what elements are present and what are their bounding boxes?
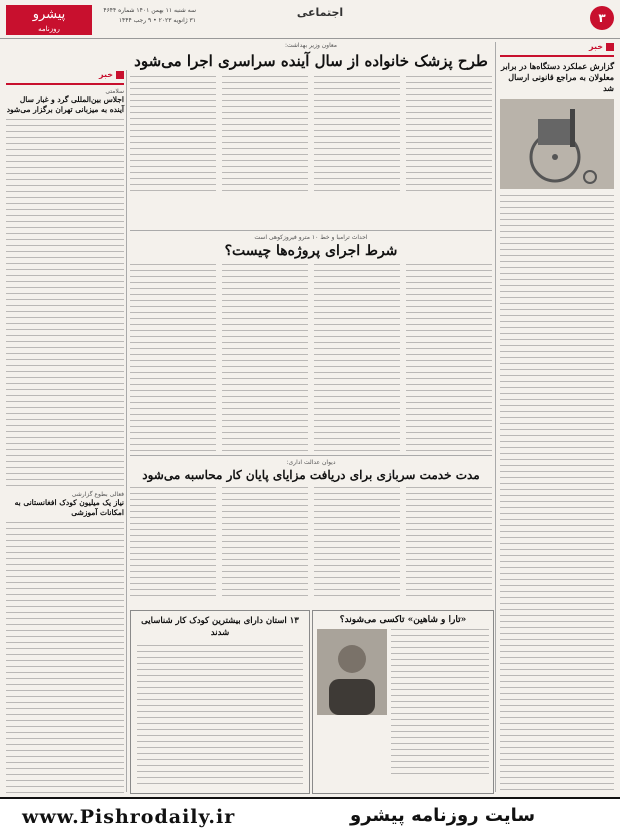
section-arrow-icon xyxy=(606,43,614,51)
logo-subtitle: روزنامه xyxy=(38,25,60,33)
left-column-body xyxy=(6,119,124,487)
children-box-headline: ۱۳ استان دارای بیشترین کودک کار شناسایی شدند xyxy=(141,616,299,638)
taxi-box-headline: «تارا و شاهین» تاکسی می‌شوند؟ xyxy=(339,615,467,625)
right-column xyxy=(500,42,614,795)
military-story xyxy=(130,455,492,599)
footer-site-url[interactable]: www.Pishrodaily.ir xyxy=(22,806,236,828)
section-title: اجتماعی xyxy=(296,6,344,19)
footer-site-label: سایت روزنامه پیشرو xyxy=(350,805,536,826)
page-number: ۳ xyxy=(590,6,614,30)
column-divider xyxy=(126,70,127,792)
newspaper-logo xyxy=(6,5,92,35)
story-divider xyxy=(130,230,492,231)
taxi-box xyxy=(312,610,494,794)
middle-story-kicker: احداث ترامبا و خط ۱۰ مترو فیروزکوهی است xyxy=(254,234,368,241)
issue-date: سه شنبه ۱۱ بهمن ۱۴۰۱ شماره ۴۶۴۴ xyxy=(103,7,196,14)
military-story-col xyxy=(130,487,216,599)
taxi-box-body xyxy=(391,629,489,779)
top-story-col xyxy=(406,76,492,194)
right-column-header: خبر xyxy=(500,42,614,57)
top-story-col xyxy=(130,76,216,194)
wheelchair-icon xyxy=(500,99,614,189)
right-column-body xyxy=(500,195,614,795)
left-column-second-body xyxy=(6,522,124,794)
children-box xyxy=(130,610,310,794)
military-story-headline: مدت خدمت سربازی برای دریافت مزایای پایان کار محاسبه می‌شود xyxy=(142,468,480,482)
middle-story-col xyxy=(406,264,492,454)
person-icon xyxy=(317,629,387,715)
right-column-headline: گزارش عملکرد دستگاه‌ها در برابر معلولان به مراجع قانونی ارسال شد xyxy=(501,61,614,93)
top-story-col xyxy=(222,76,308,194)
left-column xyxy=(6,70,124,794)
section-arrow-icon xyxy=(116,71,124,79)
wheelchair-photo xyxy=(500,99,614,189)
story-divider xyxy=(130,455,492,456)
left-column-second-kicker: فعالی بطوع گزارشی xyxy=(71,491,124,498)
middle-story-col xyxy=(314,264,400,454)
portrait-photo xyxy=(317,629,387,715)
middle-story xyxy=(130,230,492,454)
military-story-kicker: دیوان عدالت اداری: xyxy=(286,459,336,466)
top-story-kicker: معاون وزیر بهداشت: xyxy=(284,42,338,49)
column-divider xyxy=(495,42,496,792)
left-column-header: خبر xyxy=(6,70,124,85)
top-story-columns xyxy=(130,76,492,194)
military-story-columns xyxy=(130,487,492,599)
middle-story-columns xyxy=(130,264,492,454)
left-column-second-headline: نیاز یک میلیون کودک افغانستانی به امکانات آموزشی xyxy=(14,498,124,517)
top-story-headline: طرح پزشک خانواده از سال آینده سراسری اجرا می‌شود xyxy=(134,52,488,70)
logo-name: پیشرو xyxy=(32,7,66,22)
left-column-kicker: سلامتی xyxy=(105,88,124,95)
issue-date-alt: ۳۱ ژانویه ۲۰۲۳ • ۹ رجب ۱۴۴۴ xyxy=(118,17,196,24)
masthead xyxy=(0,0,620,39)
military-story-col xyxy=(406,487,492,599)
middle-story-col xyxy=(222,264,308,454)
top-story-col xyxy=(314,76,400,194)
military-story-col xyxy=(314,487,400,599)
taxi-box-content xyxy=(317,629,489,779)
middle-story-col xyxy=(130,264,216,454)
top-story xyxy=(130,42,492,194)
military-story-col xyxy=(222,487,308,599)
children-box-body xyxy=(137,645,303,785)
middle-story-headline: شرط اجرای پروژه‌ها چیست؟ xyxy=(224,243,398,259)
issue-info xyxy=(96,6,196,26)
left-column-headline: اجلاس بین‌المللی گرد و غبار سال آینده به میزبانی تهران برگزار می‌شود xyxy=(6,95,124,114)
